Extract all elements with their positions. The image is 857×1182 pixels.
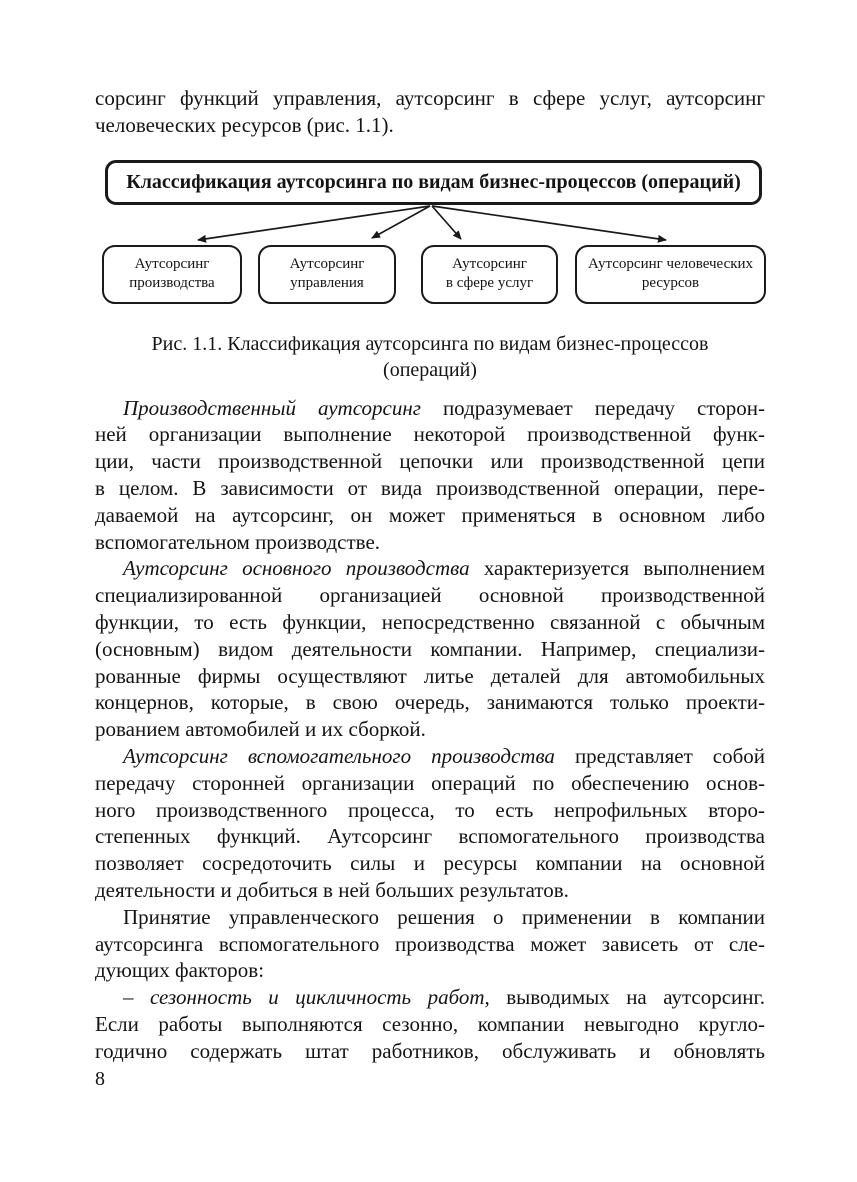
box-label-line: Аутсорсинг [134, 256, 210, 273]
diagram-root-box [105, 160, 762, 205]
diagram-root-label: Классификация аутсорсинга по видам бизнес-процессов (операций) [126, 170, 741, 193]
text-segment: годично содержать штат работников, обслуживать и обновлять [95, 1038, 765, 1063]
paragraph [95, 395, 765, 556]
paragraph [95, 984, 765, 1064]
text-segment: передачу сторонней организации операций по обеспечению основ- [95, 770, 765, 795]
text-segment: в целом. В зависимости от вида производственной операции, пере- [95, 475, 765, 500]
box-label-line: в сфере услуг [445, 275, 534, 292]
text-segment: рованные фирмы осуществляют литье деталей для автомобильных [95, 663, 765, 688]
text-line [95, 716, 765, 743]
text-line [95, 931, 765, 958]
arrow-to-box-4 [432, 206, 666, 240]
text-line [95, 797, 765, 824]
diagram-box-services [421, 245, 558, 304]
diagram-box-management [258, 245, 396, 304]
text-line [95, 112, 765, 139]
italic-text-segment: сезонность и цикличность работ [149, 985, 485, 1010]
text-segment: человеческих ресурсов (рис. 1.1). [95, 112, 394, 137]
text-segment: подразумевает передачу сторон- [420, 395, 765, 420]
text-line [95, 957, 765, 984]
text-segment: характеризуется выполнением [469, 556, 765, 581]
text-segment: сорсинг функций управления, аутсорсинг в сфере услуг, аутсорсинг [95, 86, 765, 110]
text-segment: Принятие управленческого решения о применении в компании [123, 904, 765, 929]
text-line [95, 743, 765, 770]
diagram-box-human-resources [575, 245, 766, 304]
text-segment: вспомогательном производстве. [95, 529, 381, 554]
text-segment: – [123, 985, 150, 1010]
text-segment: ней организации выполнение некоторой производственной функ- [95, 422, 765, 447]
paragraph [95, 904, 765, 984]
diagram-box-production [102, 245, 242, 304]
paragraph [95, 555, 765, 743]
box-label-line: ресурсов [641, 275, 700, 292]
text-line [95, 475, 765, 502]
page-content [95, 85, 765, 1065]
text-line [95, 823, 765, 850]
diagram-connectors [95, 205, 765, 245]
diagram-leaf-row [95, 245, 765, 307]
text-line [95, 85, 765, 112]
text-line [95, 555, 765, 582]
text-line [95, 689, 765, 716]
text-line [95, 1038, 765, 1065]
text-line [95, 529, 765, 556]
figure-caption-line2: (операций) [383, 358, 477, 381]
box-label-line: Аутсорсинг [452, 256, 527, 273]
text-line [95, 421, 765, 448]
text-segment: специализированной организацией основной производственной [95, 583, 765, 608]
box-label-line: производства [129, 275, 215, 292]
text-segment: рованием автомобилей и их сборкой. [95, 717, 426, 742]
text-line [95, 448, 765, 475]
body-text [95, 395, 765, 1065]
italic-text-segment: Аутсорсинг вспомогательного производства [123, 743, 555, 768]
text-segment: даваемой на аутсорсинг, он может применяться в основном либо [95, 502, 765, 527]
text-segment: представляет собой [554, 743, 765, 768]
text-line [95, 984, 765, 1011]
figure-caption [95, 331, 765, 383]
arrow-to-box-3 [432, 206, 461, 239]
figure-diagram [95, 160, 765, 307]
text-segment: аутсорсинга вспомогательного производства может зависеть от сле- [95, 931, 765, 956]
text-segment: (основным) видом деятельности компании. Например, специализи- [95, 636, 765, 661]
text-segment: деятельности и добиться в ней больших результатов. [95, 877, 569, 902]
box-label-line: Аутсорсинг человеческих [587, 256, 754, 273]
text-segment: ного производственного процесса, то есть непрофильных второ- [95, 797, 765, 822]
text-line [95, 877, 765, 904]
paragraph [95, 743, 765, 904]
figure-caption-line1: Рис. 1.1. Классификация аутсорсинга по видам бизнес-процессов [151, 332, 709, 355]
arrow-to-box-1 [198, 206, 430, 240]
text-line [95, 770, 765, 797]
text-line [95, 663, 765, 690]
lead-paragraph [95, 85, 765, 139]
text-segment: , выводимых на аутсорсинг. [484, 985, 766, 1010]
text-segment: позволяет сосредоточить силы и ресурсы компании на основной [95, 851, 765, 876]
box-label-line: Аутсорсинг [289, 256, 365, 273]
text-line [95, 904, 765, 931]
italic-text-segment: Производственный аутсорсинг [123, 395, 421, 420]
text-line [95, 582, 765, 609]
text-line [95, 395, 765, 422]
text-segment: функции, то есть функции, непосредственно связанной с обычным [95, 609, 765, 634]
text-line [95, 502, 765, 529]
page-number: 8 [95, 1068, 105, 1090]
text-line [95, 609, 765, 636]
text-line [95, 850, 765, 877]
italic-text-segment: Аутсорсинг основного производства [123, 556, 470, 581]
text-segment: Если работы выполняются сезонно, компании невыгодно кругло- [95, 1011, 765, 1036]
text-segment: ции, части производственной цепочки или производственной цепи [95, 449, 765, 474]
paragraph [95, 85, 765, 139]
text-segment: дующих факторов: [95, 958, 265, 983]
text-segment: концернов, которые, в свою очередь, занимаются только проекти- [95, 690, 765, 715]
text-line [95, 1011, 765, 1038]
box-label-line: управления [290, 275, 364, 292]
text-segment: степенных функций. Аутсорсинг вспомогательного производства [95, 824, 765, 849]
text-line [95, 636, 765, 663]
